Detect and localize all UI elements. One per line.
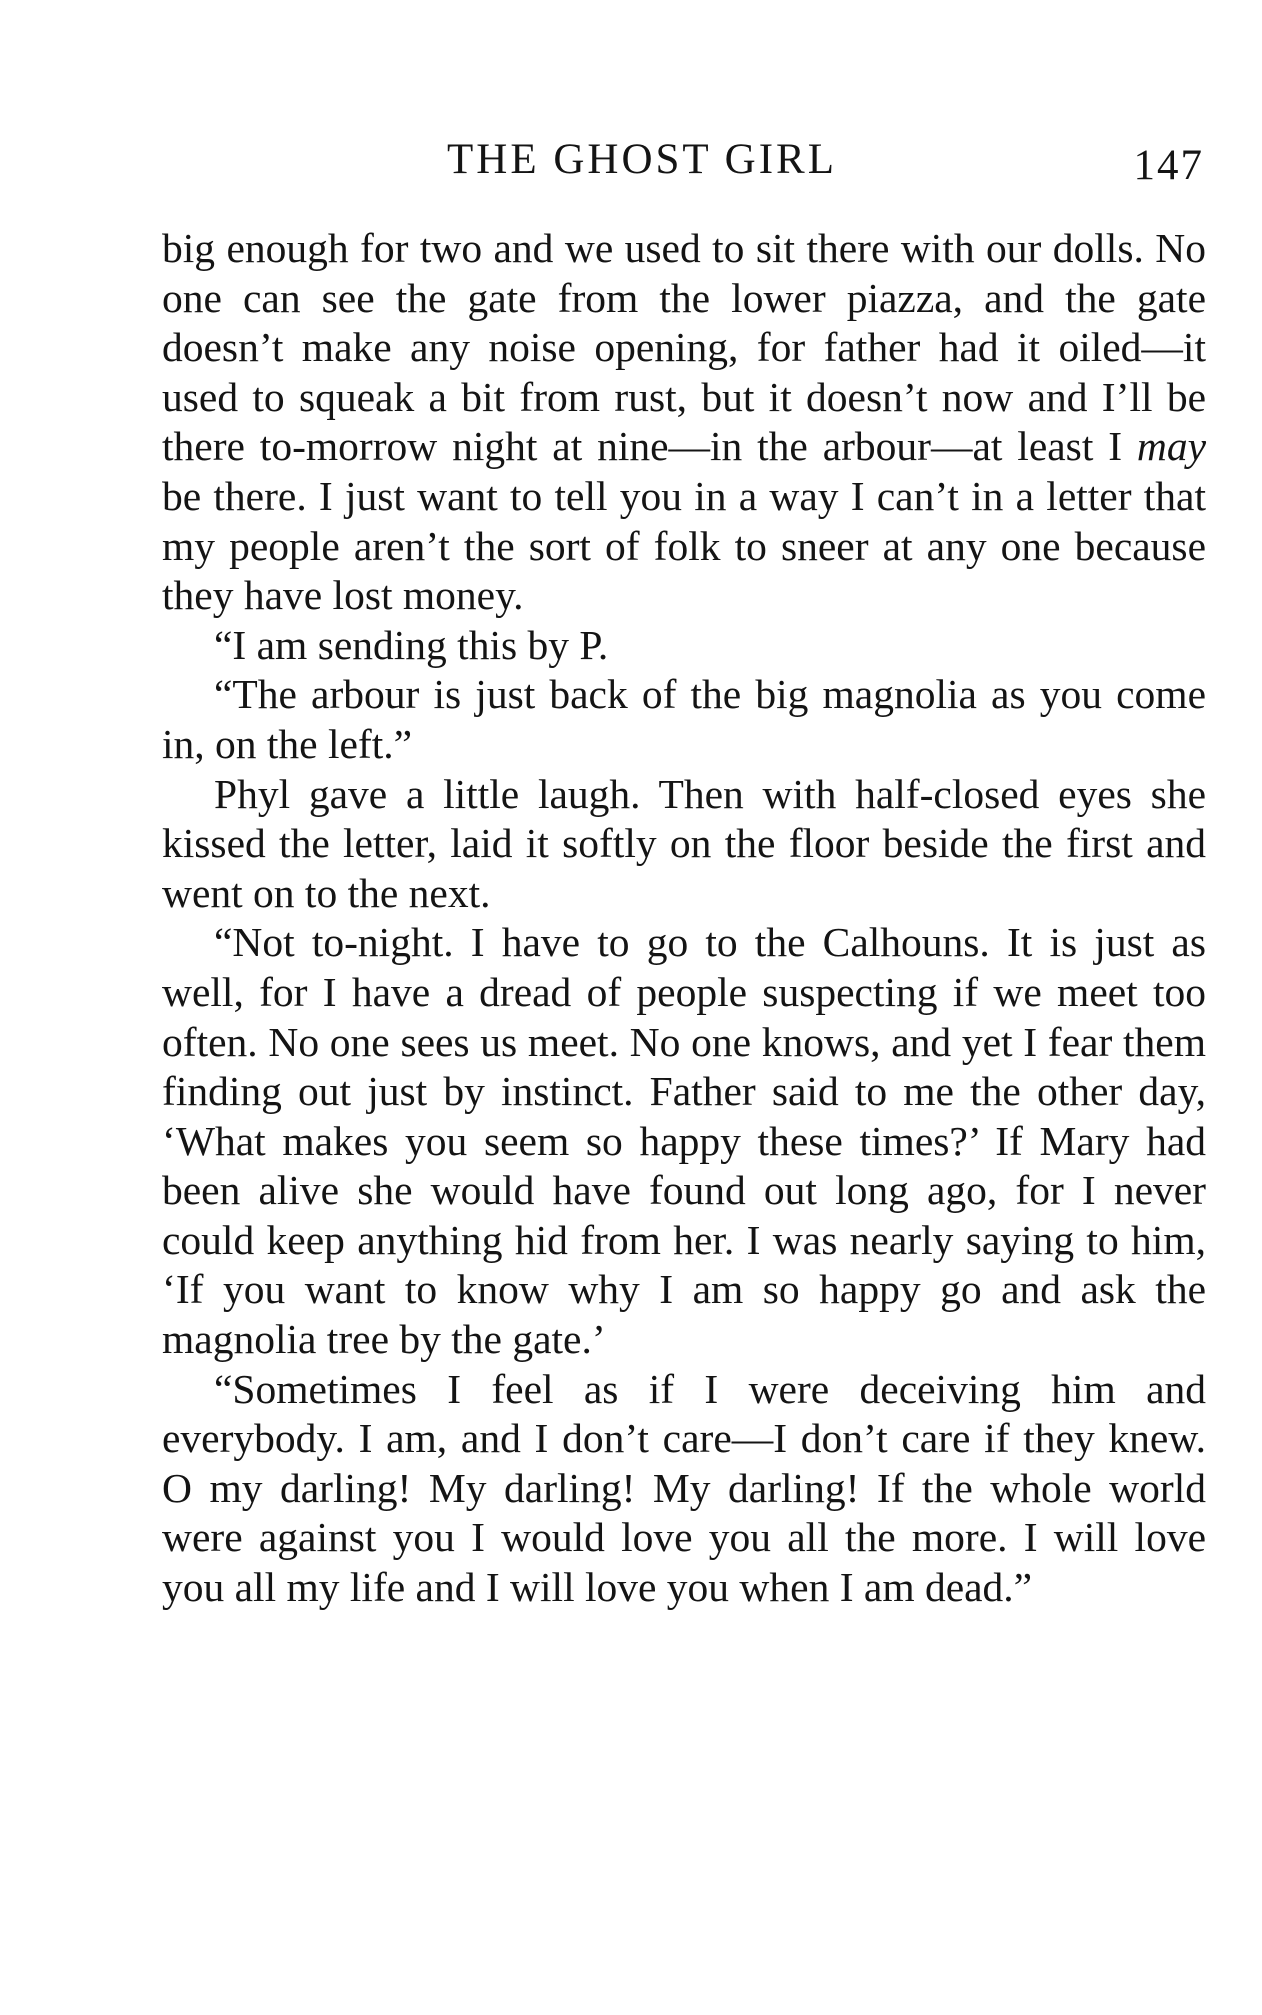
paragraph: “The arbour is just back of the big magnolia as you come in, on the left.” bbox=[162, 671, 1206, 767]
paragraph-text: be there. I just want to tell you in a way I can’t in a letter that my people aren’t the sort of folk to sneer at any one because they have lost money. bbox=[162, 472, 1206, 619]
paragraph-text: big enough for two and we used to sit there with our dolls. No one can see the gate from the lower piazza, and the gate doesn’t make any noise opening, for father had it oiled—it used to squeak a bit from rust, but it doesn’t now and I’ll be there to-morrow night at nine—in the arbour—at least I bbox=[162, 225, 1206, 470]
paragraph-continuation bbox=[162, 224, 1206, 621]
running-head bbox=[0, 132, 1262, 188]
paragraph: “Not to-night. I have to go to the Calhouns. It is just as well, for I have a dread of people suspecting if we meet too often. No one sees us meet. No one knows, and yet I fear them finding out just by instinct. Father said to me the other day, ‘What makes you seem so happy these times?’ If Mary had been alive she would have found out long ago, for I never could keep anything hid from her. I was nearly saying to him, ‘If you want to know why I am so happy go and ask the magnolia tree by the gate.’ bbox=[162, 919, 1206, 1363]
paragraph: “Sometimes I feel as if I were deceiving him and everybody. I am, and I don’t care—I don’t care if they knew. O my darling! My darling! My darling! If the whole world were against you I would love you all the more. I will love you all my life and I will love you when I am dead.” bbox=[162, 1365, 1206, 1611]
page-title: THE GHOST GIRL bbox=[447, 136, 837, 183]
italic-word: may bbox=[1136, 423, 1206, 470]
body-text bbox=[162, 224, 1206, 1613]
paragraph: “I am sending this by P. bbox=[214, 621, 609, 668]
page-number: 147 bbox=[1133, 142, 1204, 189]
paragraph: Phyl gave a little laugh. Then with half-closed eyes she kissed the letter, laid it softly on the floor beside the first and went on to the next. bbox=[162, 770, 1206, 916]
